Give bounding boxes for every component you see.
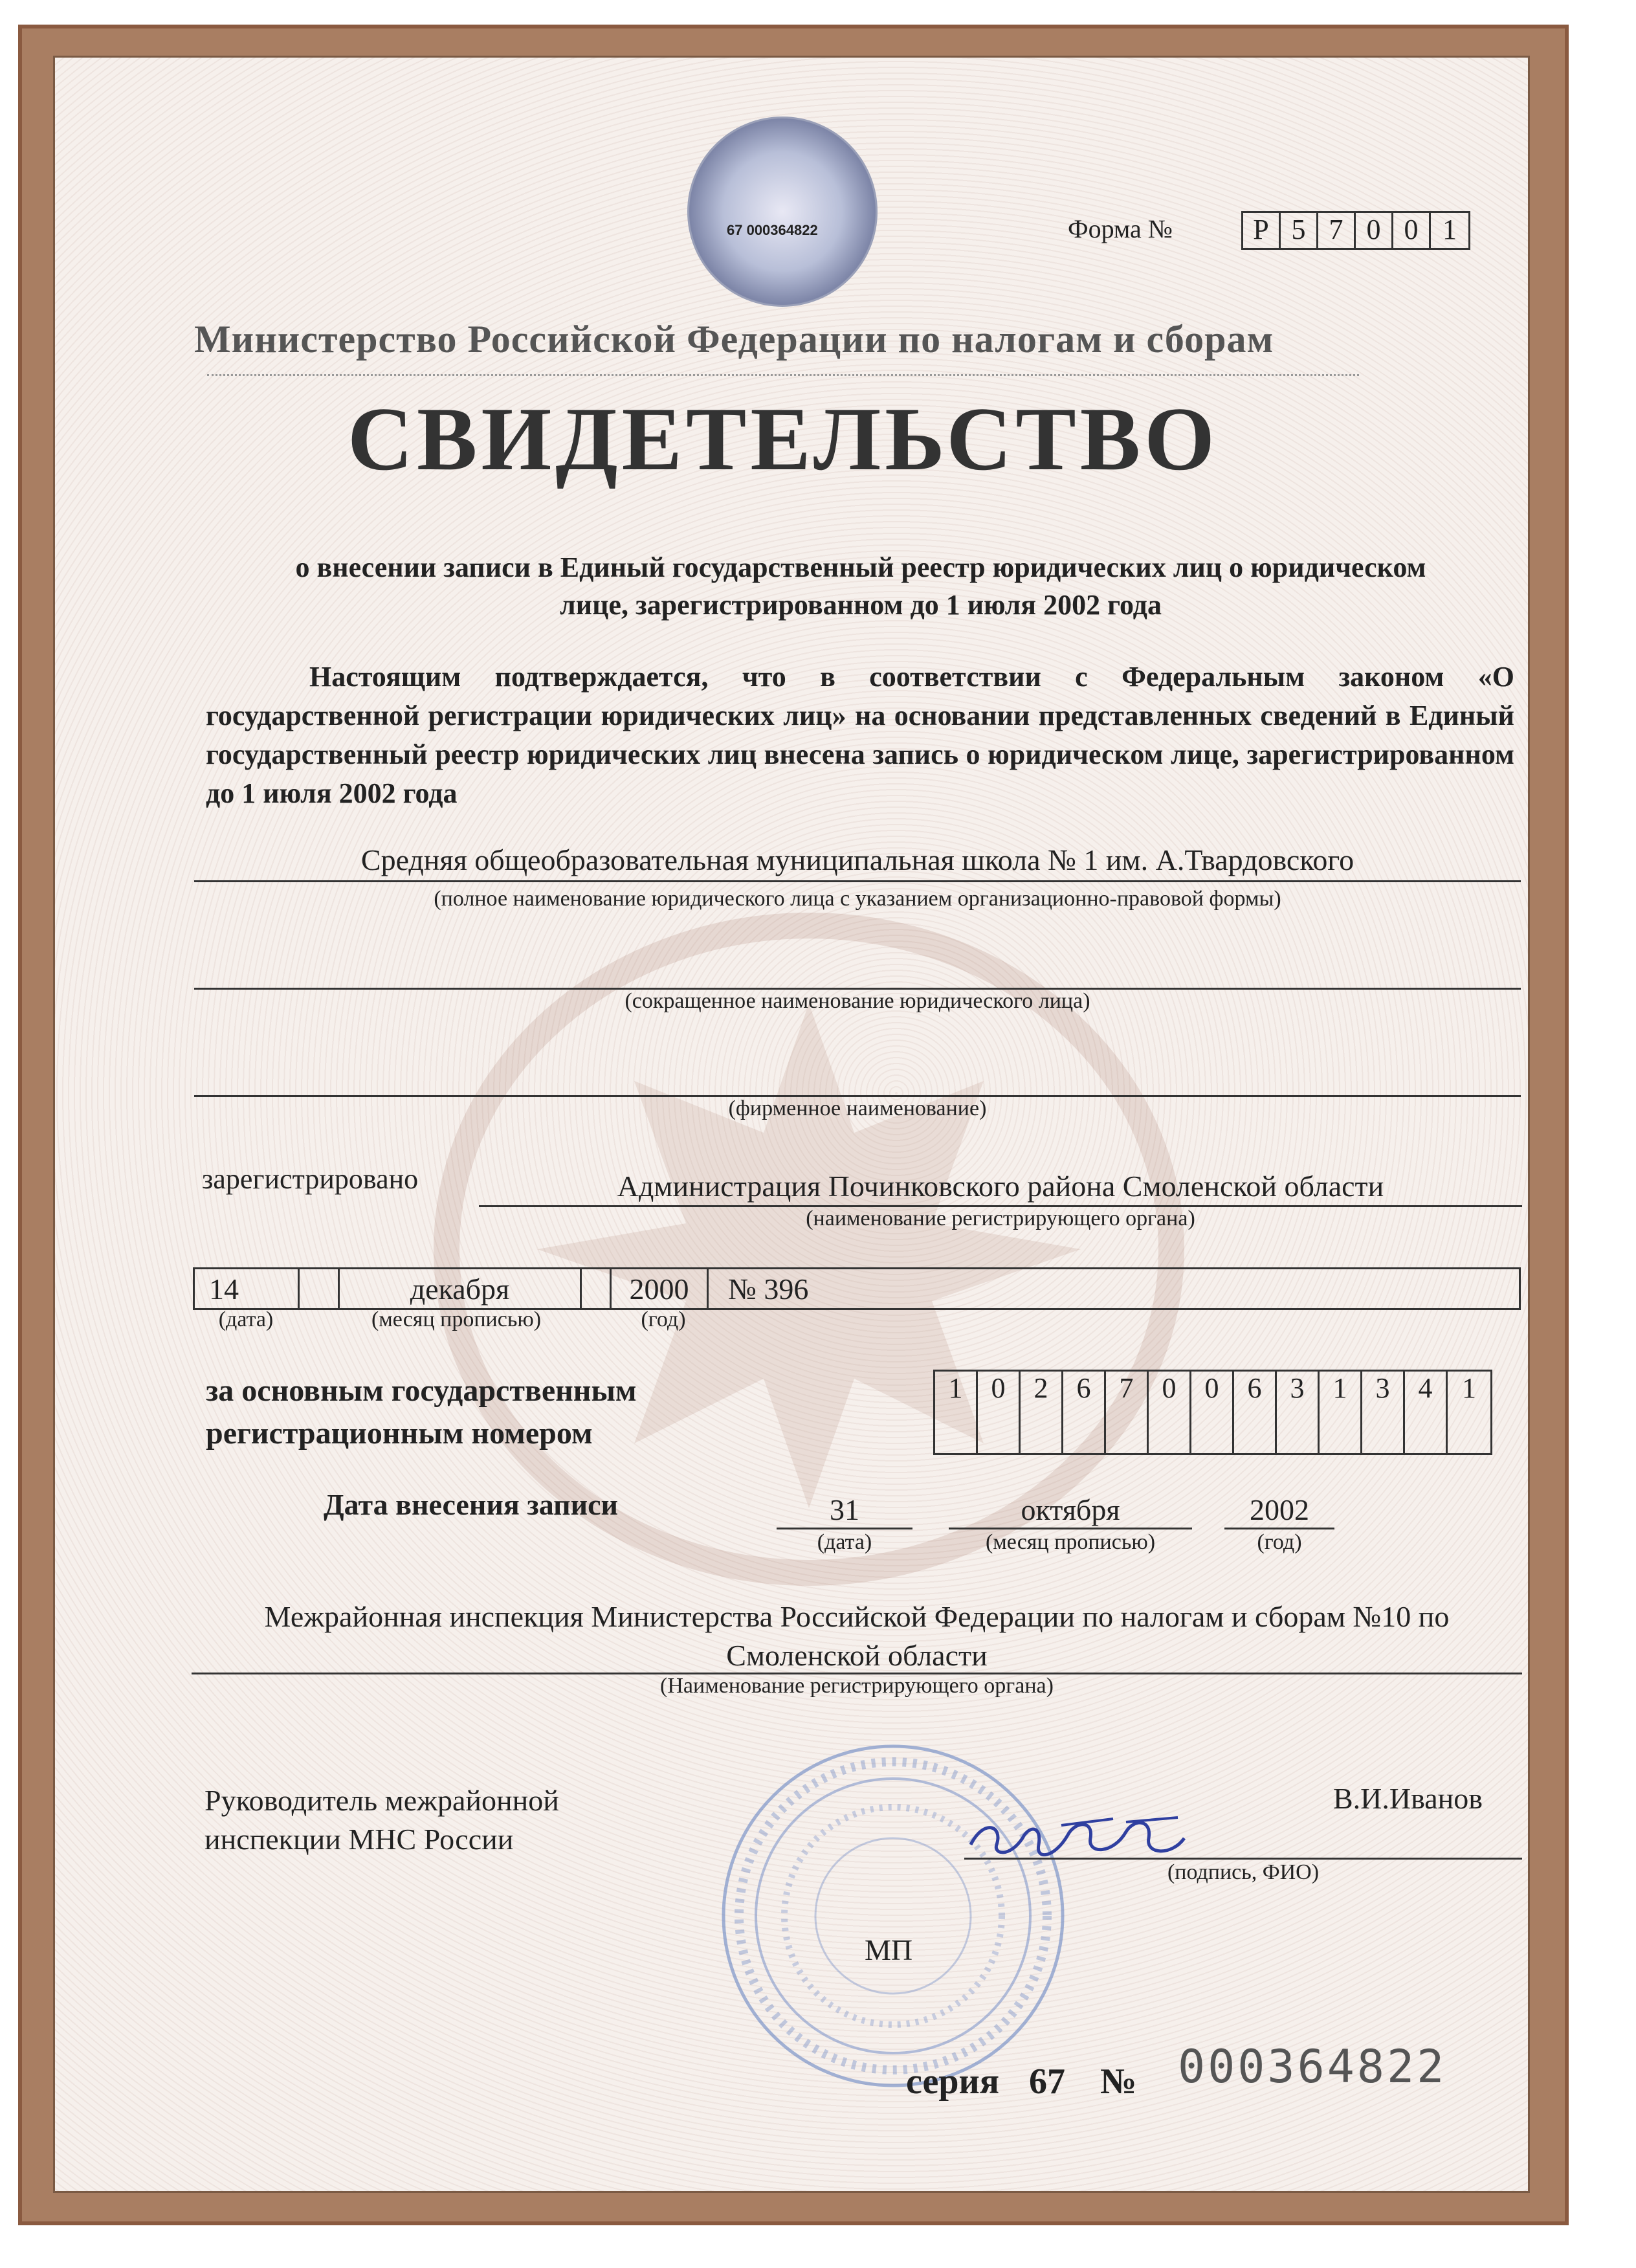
authority-name bbox=[192, 1597, 1522, 1675]
ogrn-digit: 6 bbox=[1234, 1372, 1277, 1453]
ogrn-digit: 4 bbox=[1405, 1372, 1448, 1453]
form-code-char: Р bbox=[1243, 213, 1281, 248]
ogrn-digit: 6 bbox=[1063, 1372, 1106, 1453]
form-code-char: 7 bbox=[1318, 213, 1356, 248]
short-name-hint: (сокращенное наименование юридического лица) bbox=[625, 989, 1090, 1013]
entry-year-hint: (год) bbox=[1257, 1530, 1302, 1554]
signature-line bbox=[964, 1858, 1522, 1860]
document-subtitle bbox=[207, 549, 1514, 624]
hologram-sticker bbox=[687, 117, 878, 307]
registration-date-row bbox=[193, 1267, 1521, 1310]
entry-month-hint: (месяц прописью) bbox=[985, 1530, 1156, 1554]
signatory-title-line-1: Руководитель межрайонной bbox=[204, 1784, 559, 1817]
full-name-hint: (полное наименование юридического лица с указанием организационно-правовой формы) bbox=[434, 887, 1281, 911]
entry-year-value: 2002 bbox=[1250, 1493, 1309, 1526]
form-code-char: 0 bbox=[1356, 213, 1393, 248]
subtitle-line-1: о внесении записи в Единый государственный реестр юридических лиц о юридическом bbox=[295, 551, 1426, 583]
reg-day-value: 14 bbox=[195, 1269, 300, 1308]
reg-month-hint: (месяц прописью) bbox=[371, 1307, 542, 1331]
subtitle-line-2: лице, зарегистрированном до 1 июля 2002 года bbox=[560, 589, 1162, 621]
brand-name-hint: (фирменное наименование) bbox=[728, 1096, 987, 1120]
entry-year-line bbox=[1224, 1528, 1334, 1529]
reg-month-spacer bbox=[582, 1269, 612, 1308]
ministry-divider bbox=[207, 374, 1359, 376]
ogrn-digit: 0 bbox=[1149, 1372, 1191, 1453]
form-code-char: 1 bbox=[1443, 214, 1457, 245]
series-number: 000364822 bbox=[1178, 2040, 1447, 2093]
form-code-char: 0 bbox=[1393, 213, 1431, 248]
series-label: серия bbox=[906, 2062, 1000, 2102]
ogrn-digit: 3 bbox=[1362, 1372, 1405, 1453]
ogrn-label bbox=[206, 1370, 637, 1455]
document-title: СВИДЕТЕЛЬСТВО bbox=[347, 389, 1219, 489]
reg-day-hint: (дата) bbox=[218, 1307, 274, 1331]
signature-hint: (подпись, ФИО) bbox=[1167, 1860, 1320, 1884]
registered-authority-hint: (наименование регистрирующего органа) bbox=[806, 1206, 1195, 1230]
hologram-number: 67 000364822 bbox=[727, 222, 818, 238]
ogrn-label-line-2: регистрационным номером bbox=[206, 1416, 593, 1451]
ogrn-digit: 0 bbox=[1191, 1372, 1234, 1453]
authority-line-1: Межрайонная инспекция Министерства Российской Федерации по налогам и сборам №10 по bbox=[264, 1600, 1450, 1633]
ogrn-digit-boxes bbox=[933, 1370, 1492, 1455]
reg-year-hint: (год) bbox=[641, 1307, 686, 1331]
reg-year-value: 2000 bbox=[612, 1269, 709, 1308]
form-code-boxes bbox=[1241, 211, 1470, 250]
ogrn-digit: 2 bbox=[1021, 1372, 1063, 1453]
registered-label: зарегистрировано bbox=[202, 1163, 419, 1195]
full-name-value: Средняя общеобразовательная муниципальная школа № 1 им. А.Твардовского bbox=[360, 843, 1354, 876]
entry-date-label: Дата внесения записи bbox=[324, 1488, 619, 1521]
authority-hint: (Наименование регистрирующего органа) bbox=[660, 1674, 1054, 1698]
signatory-title bbox=[204, 1781, 559, 1859]
form-label: Форма № bbox=[1068, 214, 1173, 243]
ogrn-digit: 3 bbox=[1277, 1372, 1320, 1453]
entry-day-hint: (дата) bbox=[817, 1530, 872, 1554]
ogrn-digit: 7 bbox=[1106, 1372, 1149, 1453]
ogrn-digit: 1 bbox=[1320, 1372, 1362, 1453]
series-number-label: № bbox=[1100, 2062, 1137, 2102]
reg-month-value: декабря bbox=[340, 1269, 582, 1308]
reg-day-spacer bbox=[300, 1269, 340, 1308]
ogrn-digit: 1 bbox=[935, 1372, 978, 1453]
stamp-place-label: МП bbox=[865, 1933, 913, 1966]
entry-month-line bbox=[949, 1528, 1192, 1529]
form-code-char: 5 bbox=[1281, 213, 1318, 248]
entry-month-value: октября bbox=[1021, 1493, 1120, 1526]
full-name-line bbox=[194, 880, 1521, 882]
confirmation-paragraph: Настоящим подтверждается, что в соответствии с Федеральным законом «О государственной регистрации юридических лиц» на основании представленных сведений в Единый государственный реестр юридических лиц внесена запись о юридическом лице, зарегистрированном до 1 июля 2002 года bbox=[206, 661, 1514, 809]
ogrn-digit: 0 bbox=[978, 1372, 1021, 1453]
ogrn-label-line-1: за основным государственным bbox=[206, 1373, 637, 1408]
entry-day-value: 31 bbox=[830, 1493, 859, 1526]
registered-authority-value: Администрация Починковского района Смоленской области bbox=[617, 1170, 1384, 1203]
signatory-name: В.И.Иванов bbox=[1333, 1782, 1483, 1815]
official-stamp bbox=[718, 1741, 1068, 2091]
ogrn-digit: 1 bbox=[1462, 1372, 1476, 1404]
reg-number-value: № 396 bbox=[728, 1272, 809, 1306]
signatory-title-line-2: инспекции МНС России bbox=[204, 1823, 514, 1856]
entry-day-line bbox=[777, 1528, 912, 1529]
series-value: 67 bbox=[1029, 2062, 1065, 2102]
authority-line-2: Смоленской области bbox=[726, 1639, 988, 1672]
ministry-name: Министерство Российской Федерации по налогам и сборам bbox=[194, 318, 1274, 361]
